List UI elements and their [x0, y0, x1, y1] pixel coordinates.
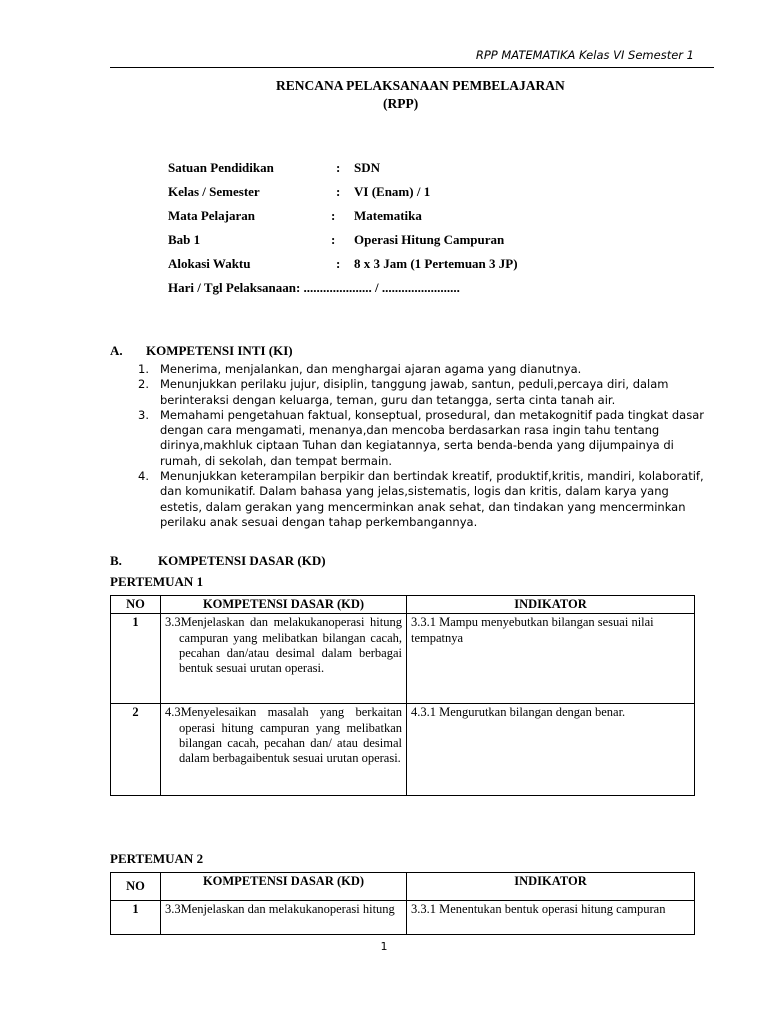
- kd-description: [161, 704, 407, 796]
- meta-label: Satuan Pendidikan: [168, 160, 274, 175]
- page-number: 1: [380, 940, 388, 953]
- meta-colon: :: [336, 256, 341, 271]
- kd-description: [161, 901, 407, 935]
- kd-description: [161, 614, 407, 704]
- list-item: [138, 469, 708, 530]
- list-text: Menunjukkan keterampilan berpikir dan bertindak kreatif, produktif,kritis, mandiri, kolaboratif, dan komunikatif. Dalam bahasa yang jelas,sistematis, logis dan kritis, dalam karya yang estetis, dalam gerakan yang mencerminkan anak sehat, dan tindakan yang mencerminkan perilaku anak sesuai dengan tahap perkembangannya.: [160, 469, 704, 529]
- header-indikator: INDIKATOR: [407, 873, 695, 901]
- indikator-cell: 4.3.1 Mengurutkan bilangan dengan benar.: [407, 704, 695, 796]
- meta-label: Kelas / Semester: [168, 184, 260, 199]
- meta-day-line: Hari / Tgl Pelaksanaan: ..................... / ........................: [168, 280, 460, 295]
- meta-label: Mata Pelajaran: [168, 208, 256, 223]
- meta-colon: :: [336, 160, 341, 175]
- indikator-cell: 3.3.1 Mampu menyebutkan bilangan sesuai nilai tempatnya: [407, 614, 695, 704]
- meta-label: Alokasi Waktu: [168, 256, 251, 271]
- meta-value: Operasi Hitung Campuran: [354, 232, 505, 247]
- row-number: 1: [111, 614, 161, 704]
- meta-value: Matematika: [354, 208, 422, 223]
- kd-table-pertemuan-2: [110, 872, 695, 935]
- list-item: [138, 362, 708, 377]
- list-item: [138, 377, 708, 408]
- table-header-row: [111, 596, 695, 614]
- header-indikator: INDIKATOR: [407, 596, 695, 614]
- meta-colon: :: [331, 208, 336, 223]
- list-text: Menunjukkan perilaku jujur, disiplin, tanggung jawab, santun, peduli,percaya diri, dalam berinteraksi dengan keluarga, teman, guru dan tetangga, serta cinta tanah air.: [160, 377, 669, 407]
- header-no: NO: [111, 596, 161, 614]
- kd-code: 3.3: [165, 615, 181, 630]
- document-subtitle: (RPP): [383, 96, 419, 111]
- header-no: NO: [111, 873, 161, 901]
- meta-value: SDN: [354, 160, 381, 175]
- list-number: 4.: [138, 469, 149, 484]
- section-letter: B.: [110, 553, 122, 568]
- pertemuan-2-label: PERTEMUAN 2: [110, 851, 204, 866]
- section-title: KOMPETENSI INTI (KI): [146, 343, 293, 358]
- table-row: [111, 704, 695, 796]
- meta-label: Bab 1: [168, 232, 201, 247]
- list-item: [138, 408, 708, 469]
- table-row: [111, 614, 695, 704]
- indikator-cell: 3.3.1 Menentukan bentuk operasi hitung campuran: [407, 901, 695, 935]
- kompetensi-inti-list: [138, 362, 708, 530]
- running-header: RPP MATEMATIKA Kelas VI Semester 1: [475, 48, 694, 62]
- kd-text: Menjelaskan dan melakukanoperasi hitung campuran yang melibatkan bilangan cacah, pecahan dan/atau desimal dalam berbagai bentuk sesuai urutan operasi.: [179, 615, 402, 676]
- meta-colon: :: [336, 184, 341, 199]
- list-number: 1.: [138, 362, 149, 376]
- list-text: Menerima, menjalankan, dan menghargai ajaran agama yang dianutnya.: [160, 362, 582, 376]
- header-kd: KOMPETENSI DASAR (KD): [161, 596, 407, 614]
- document-title: RENCANA PELAKSANAAN PEMBELAJARAN: [276, 78, 565, 93]
- row-number: 1: [111, 901, 161, 935]
- list-number: 2.: [138, 377, 149, 392]
- kd-text: Menjelaskan dan melakukanoperasi hitung: [180, 902, 395, 916]
- list-text: Memahami pengetahuan faktual, konseptual, prosedural, dan metakognitif pada tingkat dasar dengan cara mengamati, menanya,dan mencoba berdasarkan rasa ingin tahu tentang dirinya,makhluk ciptaan Tuhan dan kegiatannya, serta benda-benda yang dijumpainya di rumah, di sekolah, dan tempat bermain.: [160, 407, 704, 468]
- table-row: [111, 901, 695, 935]
- table-header-row: [111, 873, 695, 901]
- kd-table-pertemuan-1: [110, 595, 695, 796]
- kd-code: 4.3: [165, 705, 181, 720]
- kd-code: 3.3: [165, 902, 181, 916]
- header-rule: [110, 67, 714, 68]
- header-kd: KOMPETENSI DASAR (KD): [161, 873, 407, 901]
- row-number: 2: [111, 704, 161, 796]
- kd-text: Menyelesaikan masalah yang berkaitan operasi hitung campuran yang melibatkan bilangan cacah, pecahan dan/ atau desimal dalam berbagaibentuk sesuai urutan operasi.: [179, 705, 402, 766]
- meta-value: VI (Enam) / 1: [354, 184, 431, 199]
- meta-value: 8 x 3 Jam (1 Pertemuan 3 JP): [354, 256, 518, 271]
- section-title: KOMPETENSI DASAR (KD): [158, 553, 326, 568]
- section-letter: A.: [110, 343, 123, 358]
- pertemuan-1-label: PERTEMUAN 1: [110, 574, 204, 589]
- meta-colon: :: [331, 232, 336, 247]
- list-number: 3.: [138, 407, 149, 422]
